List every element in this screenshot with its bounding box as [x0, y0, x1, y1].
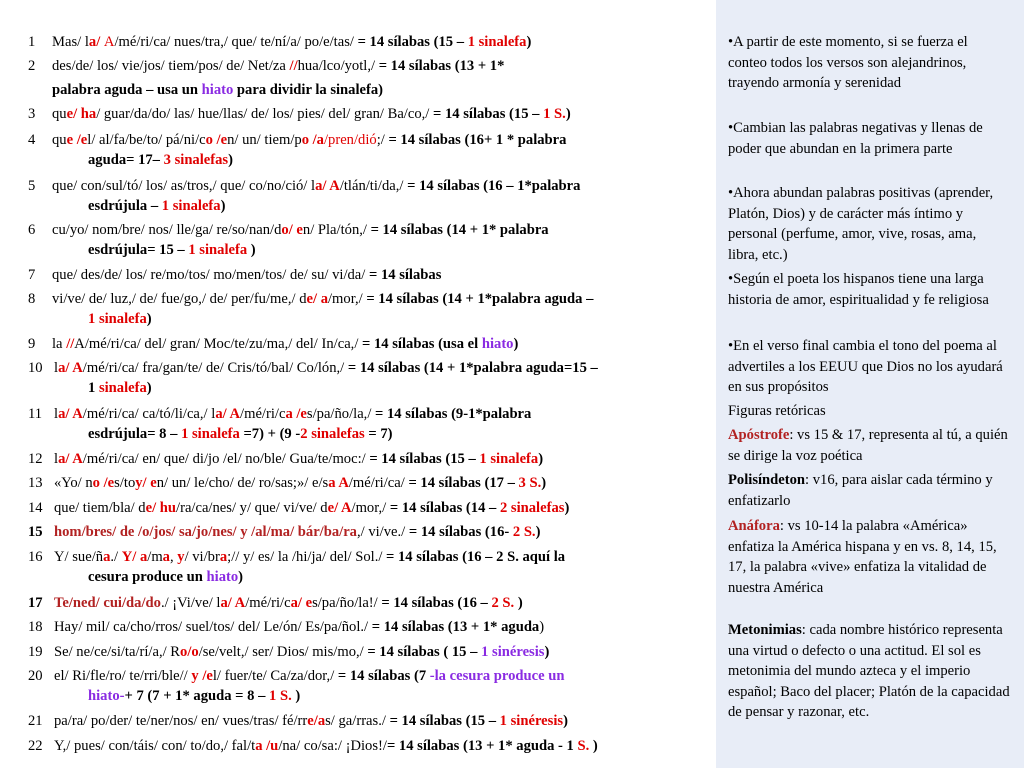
verse-number: 5	[28, 178, 36, 194]
verse-line-5: 5 que/ con/sul/tó/ los/ as/tros,/ que/ co/no/ció/ la/ A/tlán/ti/da,/ = 14 sílabas (16 – 1*palabra	[28, 176, 708, 197]
verse-line-6-cont: esdrújula= 15 – 1 sinalefa )	[88, 242, 256, 258]
figure-apostrofe: Apóstrofe: vs 15 & 17, representa al tú, a quién se dirige la voz poética	[728, 427, 1008, 464]
verse-number: 9	[28, 336, 36, 352]
verse-number: 14	[28, 500, 43, 516]
note-bullet-5: •En el verso final cambia el tono del poema al advertiles a los EEUU que Dios no los ayudará en sus propósitos	[728, 338, 1003, 395]
verse-line-17: 17 Te/ned/ cui/da/do./ ¡Vi/ve/ la/ A/mé/ri/ca/ es/pa/ño/la!/ = 14 sílabas (16 – 2 S. )	[28, 593, 708, 614]
verse-number: 19	[28, 644, 43, 660]
verse-line-8-cont: 1 sinalefa)	[88, 311, 152, 327]
verse-line-2-cont: palabra aguda – usa un hiato para dividir la sinalefa)	[52, 82, 384, 98]
verse-number: 6	[28, 222, 36, 238]
verse-number: 18	[28, 619, 43, 635]
verse-line-6: 6 cu/yo/ nom/bre/ nos/ lle/ga/ re/so/nan/do/ en/ Pla/tón,/ = 14 sílabas (14 + 1* palabra	[28, 220, 708, 241]
verse-number: 11	[28, 406, 43, 422]
verse-line-19: 19 Se/ ne/ce/si/ta/rí/a,/ Ro/o/se/velt,/ ser/ Dios/ mis/mo,/ = 14 sílabas ( 15 – 1 sinéresis)	[28, 642, 708, 663]
verse-number: 4	[28, 132, 36, 148]
verse-line-2: 2 des/de/ los/ vie/jos/ tiem/pos/ de/ Net/za //hua/lco/yotl,/ = 14 sílabas (13 + 1*	[28, 56, 708, 77]
figure-metonimias: Metonimias: cada nombre histórico representa una virtud o defecto o una actitud. El sol es metonimia del mundo azteca y el imperio español; Baco del placer; Platón de la capacidad de pensar y razonar, etc.	[728, 622, 1010, 720]
verse-line-11-cont: esdrújula= 8 – 1 sinalefa =7) + (9 -2 sinalefas = 7)	[88, 426, 393, 442]
verse-number: 1	[28, 34, 36, 50]
rhetorical-figures-heading: Figuras retóricas	[728, 403, 826, 419]
verse-line-20-cont: hiato-+ 7 (7 + 1* aguda = 8 – 1 S. )	[88, 688, 301, 704]
verse-line-18: 18 Hay/ mil/ ca/cho/rros/ suel/tos/ del/ Le/ón/ Es/pa/ñol./ = 14 sílabas (13 + 1* aguda)	[28, 617, 708, 638]
verse-line-21: 21 pa/ra/ po/der/ te/ner/nos/ en/ vues/tras/ fé/rre/as/ ga/rras./ = 14 sílabas (15 – 1 sinéresis)	[28, 711, 708, 732]
verse-number: 15	[28, 524, 43, 540]
verse-line-3: 3 que/ ha/ guar/da/do/ las/ hue/llas/ de/ los/ pies/ del/ gran/ Ba/co,/ = 14 sílabas (15 – 1 S.)	[28, 104, 708, 125]
verse-line-8: 8 vi/ve/ de/ luz,/ de/ fue/go,/ de/ per/fu/me,/ de/ a/mor,/ = 14 sílabas (14 + 1*palabra aguda –	[28, 289, 708, 310]
verse-line-4-cont: aguda= 17– 3 sinalefas)	[88, 152, 233, 168]
verse-line-15: 15 hom/bres/ de /o/jos/ sa/jo/nes/ y /al/ma/ bár/ba/ra,/ vi/ve./ = 14 sílabas (16- 2 S.)	[28, 522, 708, 543]
verse-number: 8	[28, 291, 36, 307]
verse-line-9: 9 la //A/mé/ri/ca/ del/ gran/ Moc/te/zu/ma,/ del/ In/ca,/ = 14 sílabas (usa el hiato)	[28, 334, 708, 355]
verse-number: 7	[28, 267, 36, 283]
verse-number: 17	[28, 595, 43, 611]
verse-number: 21	[28, 713, 43, 729]
verse-number: 20	[28, 668, 43, 684]
notes-panel	[716, 0, 1024, 768]
verse-number: 22	[28, 738, 43, 754]
note-bullet-4: •Según el poeta los hispanos tiene una larga historia de amor, espiritualidad y fe religiosa	[728, 271, 989, 308]
verse-line-20: 20 el/ Ri/fle/ro/ te/rri/ble// y /el/ fuer/te/ Ca/za/dor,/ = 14 sílabas (7 -la cesura produce un	[28, 666, 708, 687]
verse-line-16-cont: cesura produce un hiato)	[88, 569, 244, 585]
figure-polisindeton: Polisíndeton: v16, para aislar cada término y enfatizarlo	[728, 472, 993, 509]
verse-line-10-cont: 1 sinalefa)	[88, 380, 152, 396]
verse-line-7: 7 que/ des/de/ los/ re/mo/tos/ mo/men/tos/ de/ su/ vi/da/ = 14 sílabas	[28, 265, 708, 286]
verse-number: 3	[28, 106, 36, 122]
verse-line-22: 22 Y,/ pues/ con/táis/ con/ to/do,/ fal/ta /u/na/ co/sa:/ ¡Dios!/= 14 sílabas (13 + 1* aguda - 1 S. )	[28, 736, 708, 757]
verse-line-1: 1 Mas/ la/ A/mé/ri/ca/ nues/tra,/ que/ te/ní/a/ po/e/tas/ = 14 sílabas (15 – 1 sinalefa)	[28, 32, 708, 53]
verse-line-10: 10 la/ A/mé/ri/ca/ fra/gan/te/ de/ Cris/tó/bal/ Co/lón,/ = 14 sílabas (14 + 1*palabra aguda=15 –	[28, 358, 708, 379]
verse-number: 12	[28, 451, 43, 467]
verse-number: 13	[28, 475, 43, 491]
note-bullet-2: •Cambian las palabras negativas y llenas de poder que abundan en la primera parte	[728, 120, 983, 157]
verse-line-12: 12 la/ A/mé/ri/ca/ en/ que/ di/jo /el/ no/ble/ Gua/te/moc:/ = 14 sílabas (15 – 1 sinalefa)	[28, 449, 708, 470]
verse-number: 16	[28, 549, 43, 565]
verse-line-16: 16 Y/ sue/ña./ Y/ a/ma, y/ vi/bra;// y/ es/ la /hi/ja/ del/ Sol./ = 14 sílabas (16 – 2 S. aquí la	[28, 547, 708, 568]
verse-number: 10	[28, 360, 43, 376]
verse-line-4: 4 que /el/ al/fa/be/to/ pá/ni/co /en/ un/ tiem/po /a/pren/dió;/ = 14 sílabas (16+ 1 * palabra	[28, 130, 708, 151]
verse-number: 2	[28, 58, 36, 74]
note-bullet-3: •Ahora abundan palabras positivas (aprender, Platón, Dios) y de carácter más íntimo y personal (perfume, amor, vive, rosas, ama, libra, etc.)	[728, 185, 994, 263]
verse-line-14: 14 que/ tiem/bla/ de/ hu/ra/ca/nes/ y/ que/ vi/ve/ de/ A/mor,/ = 14 sílabas (14 – 2 sinalefas)	[28, 498, 708, 519]
verse-line-13: 13 «Yo/ no /es/toy/ en/ un/ le/cho/ de/ ro/sas;»/ e/sa A/mé/ri/ca/ = 14 sílabas (17 – 3 S.)	[28, 473, 708, 494]
note-bullet-1: •A partir de este momento, si se fuerza el conteo todos los versos son alejandrinos, trayendo armonía y serenidad	[728, 34, 968, 91]
figure-anafora: Anáfora: vs 10-14 la palabra «América» enfatiza la América hispana y en vs. 8, 14, 15, 17, la palabra «vive» enfatiza la vitalidad de nuestra América	[728, 518, 997, 596]
verse-line-11: 11 la/ A/mé/ri/ca/ ca/tó/li/ca,/ la/ A/mé/ri/ca /es/pa/ño/la,/ = 14 sílabas (9-1*palabra	[28, 404, 708, 425]
verse-line-5-cont: esdrújula – 1 sinalefa)	[88, 198, 226, 214]
